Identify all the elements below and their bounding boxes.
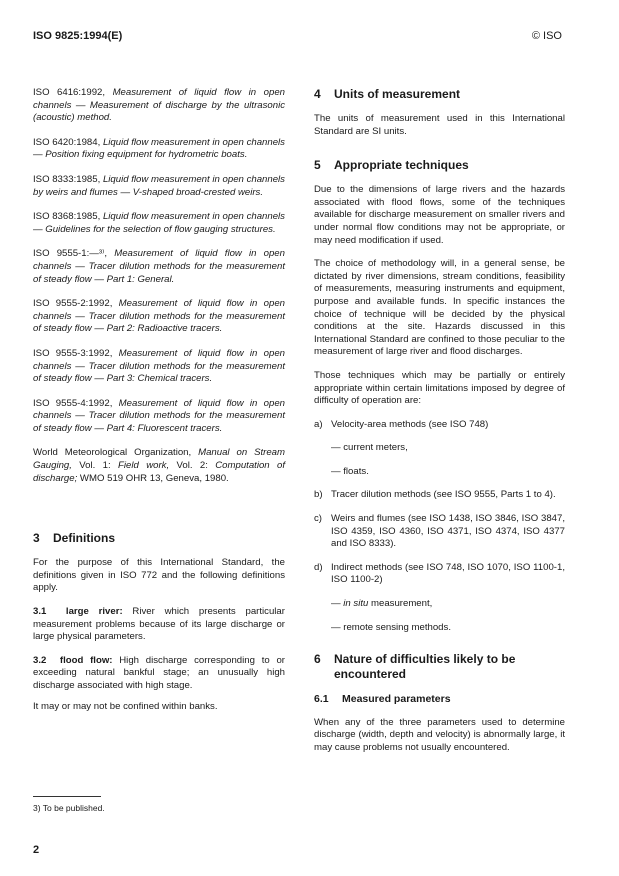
wmo-vol2-title: Computation of discharge; xyxy=(33,460,286,484)
reference-title: Liquid flow measurement in open channels — Guidelines for the selection of flow gauging structures. xyxy=(33,211,285,235)
section-5-heading xyxy=(314,158,565,173)
list-item-a xyxy=(314,419,565,432)
wmo-title: Manual on Stream Gauging, xyxy=(33,447,285,472)
page-number: 2 xyxy=(33,844,40,856)
reference-title: Liquid flow measurement in open channels — Position fixing equipment for hydrometric boats. xyxy=(33,136,285,161)
section-title: Nature of difficulties likely to be encountered xyxy=(334,652,516,682)
reference-title: Measurement of liquid flow in open channels — Tracer dilution methods for the measurement of steady flow — Part 3: Chemical tracers. xyxy=(33,347,285,385)
definition-term: flood flow: xyxy=(59,654,113,666)
list-subitem: — current meters, xyxy=(331,442,408,454)
reference-iso-8333 xyxy=(33,174,285,199)
subsection-6-1-heading xyxy=(314,693,565,706)
definition-number: 3.1 xyxy=(33,606,47,618)
reference-iso-9555-4 xyxy=(33,398,285,436)
definition-text: High discharge corresponding to or exceeding natural bankful stage; an unusually high discharge associated with high stage. xyxy=(33,654,285,691)
list-item-b xyxy=(314,489,565,502)
standard-number: ISO 9825:1994(E) xyxy=(33,30,123,42)
section-6-heading xyxy=(314,652,565,682)
subsection-number: 6.1 xyxy=(314,693,329,706)
list-text: Velocity-area methods (see ISO 748) xyxy=(331,418,489,430)
wmo-prefix: World Meteorological Organization, xyxy=(33,447,192,459)
reference-title: Measurement of liquid flow in open channels — Tracer dilution methods for the measurement of steady flow — Part 1: General. xyxy=(33,248,285,285)
reference-iso-6416 xyxy=(33,87,285,125)
units-text: The units of measurement used in this International Standard are SI units. xyxy=(314,113,565,137)
reference-wmo xyxy=(33,447,285,485)
techniques-paragraph-2: The choice of methodology will, in a general sense, be dictated by river dimensions, stream conditions, feasibility of measurements, measuring instruments and equipment, purpose and available funds. In specific instances the choice of technique will be decided by the physical conditions at the site. Hazards discussed in this International Standard are confined to those peculiar to the measurement of large river and flood discharges. xyxy=(314,258,565,358)
section-number: 6 xyxy=(314,652,321,667)
copyright-mark: © ISO xyxy=(531,30,562,42)
list-label: a) xyxy=(314,418,323,430)
section-title: Units of measurement xyxy=(334,87,461,101)
wmo-vol1-title: Field work, xyxy=(118,460,170,472)
list-label: d) xyxy=(314,561,323,573)
reference-title: Measurement of liquid flow in open channels — Measurement of discharge by the ultrasonic (acoustic) method. xyxy=(33,87,285,124)
section-4-heading xyxy=(314,87,565,102)
section-3-heading xyxy=(33,531,285,546)
dash-italic: in situ xyxy=(343,598,369,610)
list-label: c) xyxy=(314,513,322,525)
list-label: b) xyxy=(314,489,323,501)
reference-iso-9555-3 xyxy=(33,348,285,386)
section-title: Definitions xyxy=(53,531,115,546)
definition-flood-flow xyxy=(33,655,285,693)
right-column xyxy=(314,87,565,766)
list-text: Tracer dilution methods (see ISO 9555, Parts 1 to 4). xyxy=(331,489,556,501)
reference-iso-9555-1 xyxy=(33,248,285,286)
definitions-intro: For the purpose of this International Standard, the definitions given in ISO 772 and the following definitions apply. xyxy=(33,557,285,594)
subsection-title: Measured parameters xyxy=(342,693,451,706)
reference-title: Measurement of liquid flow in open channels — Tracer dilution methods for the measurement of steady flow — Part 4: Fluorescent tracers. xyxy=(33,397,285,434)
reference-code: ISO 8333:1985, xyxy=(33,173,101,185)
reference-iso-8368 xyxy=(33,211,285,236)
reference-code: ISO 6420:1984, xyxy=(33,136,101,148)
reference-title: Liquid flow measurement in open channels by weirs and flumes — V-shaped broad-crested weirs. xyxy=(33,173,285,198)
reference-code: ISO 9555-3:1992, xyxy=(33,347,113,359)
reference-code: ISO 9555-4:1992, xyxy=(33,397,113,409)
wmo-suffix: WMO 519 OHR 13, Geneva, 1980. xyxy=(77,472,229,484)
reference-code: ISO 9555-1:—³⁾, xyxy=(33,248,108,260)
definition-term: large river: xyxy=(65,606,123,618)
list-text: Indirect methods (see ISO 748, ISO 1070, ISO 1100-1, ISO 1100-2) xyxy=(331,561,565,586)
reference-code: ISO 9555-2:1992, xyxy=(33,298,113,310)
reference-iso-9555-2 xyxy=(33,298,285,336)
wmo-vol1: Vol. 1: xyxy=(71,460,119,472)
list-subitem: — remote sensing methods. xyxy=(331,621,451,633)
list-item-c xyxy=(314,513,565,551)
section-number: 5 xyxy=(314,158,321,173)
definition-number: 3.2 xyxy=(33,654,47,666)
left-column xyxy=(33,87,285,724)
section-number: 3 xyxy=(33,531,40,546)
footnote: 3) To be published. xyxy=(33,803,105,813)
measured-parameters-text: When any of the three parameters used to determine discharge (width, depth and velocity) is abnormally large, it may cause problems not usually encountered. xyxy=(314,716,565,753)
techniques-paragraph-1: Due to the dimensions of large rivers and the hazards associated with flood flows, some of the techniques available for discharge measurement on smaller rivers and under normal flow conditions may not be appropriate, or may need modification if used. xyxy=(314,184,565,246)
reference-code: ISO 8368:1985, xyxy=(33,211,101,223)
dash-prefix: — xyxy=(331,598,344,610)
definition-note: It may or may not be confined within banks. xyxy=(33,700,218,712)
section-number: 4 xyxy=(314,87,321,101)
section-title: Appropriate techniques xyxy=(334,158,469,173)
list-subitem xyxy=(331,598,565,611)
list-text: Weirs and flumes (see ISO 1438, ISO 3846, ISO 3847, ISO 4359, ISO 4360, ISO 4371, ISO 4374, ISO 4377 and ISO 8333). xyxy=(331,513,565,550)
wmo-vol2: Vol. 2: xyxy=(169,460,216,472)
footnote-divider xyxy=(33,796,101,797)
techniques-paragraph-3: Those techniques which may be partially or entirely appropriate within certain limitations imposed by degree of difficulty of operation are: xyxy=(314,369,565,407)
definition-text: River which presents particular measurement problems because of its large discharge or large physical parameters. xyxy=(33,606,285,643)
list-item-d xyxy=(314,562,565,587)
list-subitem: — floats. xyxy=(331,465,369,477)
definition-large-river xyxy=(33,606,285,644)
reference-iso-6420 xyxy=(33,137,285,162)
reference-code: ISO 6416:1992, xyxy=(33,87,106,98)
dash-suffix: measurement, xyxy=(368,598,433,610)
reference-title: Measurement of liquid flow in open channels — Tracer dilution methods for the measurement of steady flow — Part 2: Radioactive tracers. xyxy=(33,298,285,335)
